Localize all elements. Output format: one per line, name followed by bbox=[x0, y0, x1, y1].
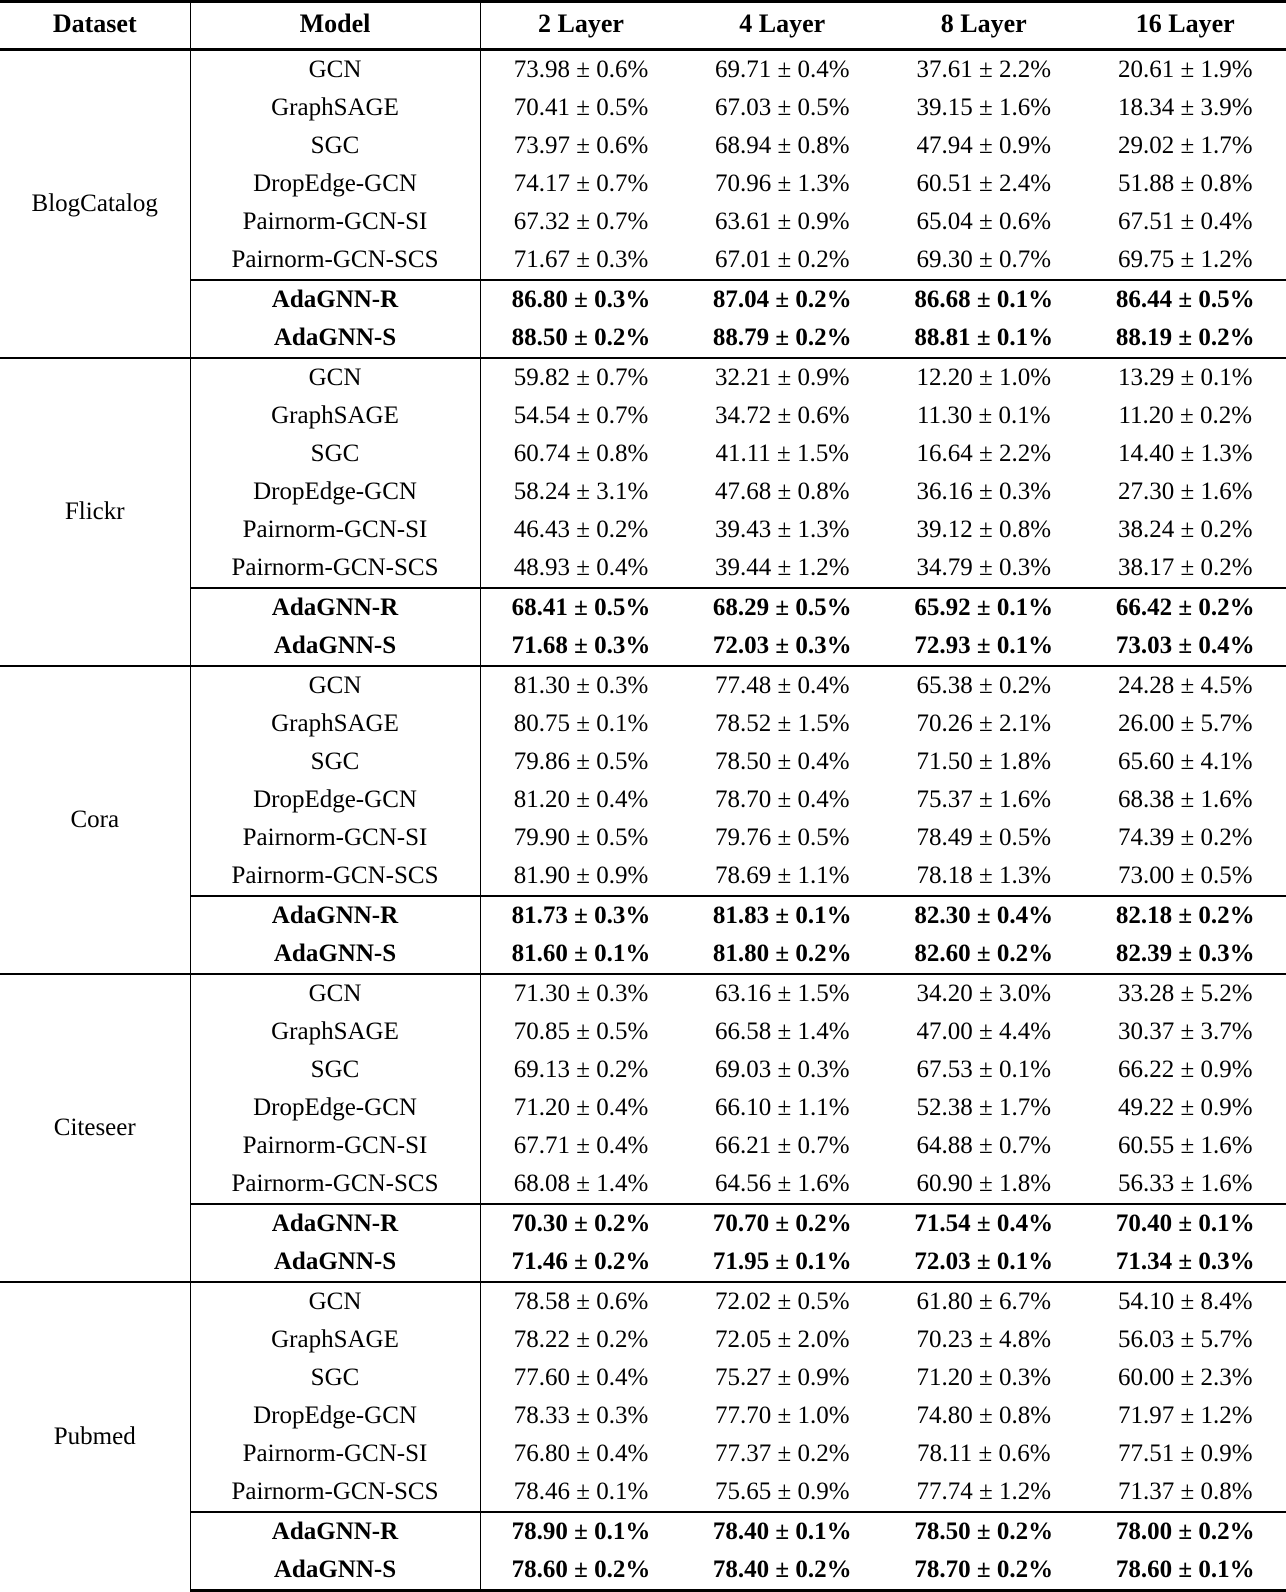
table-row bbox=[0, 50, 1286, 90]
accuracy-cell: 78.00 ± 0.2% bbox=[1085, 1512, 1286, 1551]
model-name-cell: Pairnorm-GCN-SI bbox=[190, 1435, 480, 1473]
table-row bbox=[0, 1089, 1286, 1127]
accuracy-cell: 54.54 ± 0.7% bbox=[480, 397, 682, 435]
column-header-model: Model bbox=[190, 2, 480, 50]
table-row bbox=[0, 127, 1286, 165]
dataset-label-citeseer: Citeseer bbox=[0, 974, 190, 1282]
accuracy-cell: 16.64 ± 2.2% bbox=[883, 435, 1085, 473]
accuracy-cell: 81.73 ± 0.3% bbox=[480, 896, 682, 935]
accuracy-cell: 33.28 ± 5.2% bbox=[1085, 974, 1286, 1013]
accuracy-cell: 70.26 ± 2.1% bbox=[883, 705, 1085, 743]
table-row bbox=[0, 1321, 1286, 1359]
accuracy-cell: 34.20 ± 3.0% bbox=[883, 974, 1085, 1013]
accuracy-cell: 69.30 ± 0.7% bbox=[883, 241, 1085, 280]
accuracy-cell: 74.17 ± 0.7% bbox=[480, 165, 682, 203]
accuracy-cell: 60.51 ± 2.4% bbox=[883, 165, 1085, 203]
model-name-cell: AdaGNN-S bbox=[190, 935, 480, 974]
table-header bbox=[0, 2, 1286, 50]
accuracy-cell: 88.19 ± 0.2% bbox=[1085, 319, 1286, 358]
column-header-16-layer: 16 Layer bbox=[1085, 2, 1286, 50]
model-name-cell: DropEdge-GCN bbox=[190, 1089, 480, 1127]
accuracy-cell: 79.76 ± 0.5% bbox=[682, 819, 884, 857]
accuracy-cell: 11.20 ± 0.2% bbox=[1085, 397, 1286, 435]
accuracy-cell: 24.28 ± 4.5% bbox=[1085, 666, 1286, 705]
accuracy-cell: 88.81 ± 0.1% bbox=[883, 319, 1085, 358]
accuracy-cell: 66.42 ± 0.2% bbox=[1085, 588, 1286, 627]
table-row bbox=[0, 588, 1286, 627]
table-row bbox=[0, 1551, 1286, 1591]
accuracy-cell: 82.30 ± 0.4% bbox=[883, 896, 1085, 935]
accuracy-cell: 38.24 ± 0.2% bbox=[1085, 511, 1286, 549]
header-row bbox=[0, 2, 1286, 50]
accuracy-cell: 60.90 ± 1.8% bbox=[883, 1165, 1085, 1204]
accuracy-cell: 81.20 ± 0.4% bbox=[480, 781, 682, 819]
table-row bbox=[0, 705, 1286, 743]
accuracy-cell: 66.21 ± 0.7% bbox=[682, 1127, 884, 1165]
model-name-cell: GraphSAGE bbox=[190, 1321, 480, 1359]
accuracy-cell: 77.74 ± 1.2% bbox=[883, 1473, 1085, 1512]
accuracy-cell: 39.44 ± 1.2% bbox=[682, 549, 884, 588]
model-name-cell: DropEdge-GCN bbox=[190, 781, 480, 819]
accuracy-cell: 68.38 ± 1.6% bbox=[1085, 781, 1286, 819]
accuracy-cell: 79.90 ± 0.5% bbox=[480, 819, 682, 857]
accuracy-cell: 67.71 ± 0.4% bbox=[480, 1127, 682, 1165]
table-row bbox=[0, 857, 1286, 896]
table-row bbox=[0, 511, 1286, 549]
table-row bbox=[0, 435, 1286, 473]
accuracy-cell: 29.02 ± 1.7% bbox=[1085, 127, 1286, 165]
accuracy-cell: 71.68 ± 0.3% bbox=[480, 627, 682, 666]
accuracy-cell: 46.43 ± 0.2% bbox=[480, 511, 682, 549]
accuracy-cell: 78.40 ± 0.1% bbox=[682, 1512, 884, 1551]
model-name-cell: Pairnorm-GCN-SCS bbox=[190, 1473, 480, 1512]
dataset-label-flickr: Flickr bbox=[0, 358, 190, 666]
accuracy-cell: 72.05 ± 2.0% bbox=[682, 1321, 884, 1359]
accuracy-cell: 73.97 ± 0.6% bbox=[480, 127, 682, 165]
accuracy-cell: 78.49 ± 0.5% bbox=[883, 819, 1085, 857]
model-name-cell: GraphSAGE bbox=[190, 397, 480, 435]
accuracy-cell: 77.37 ± 0.2% bbox=[682, 1435, 884, 1473]
accuracy-cell: 78.40 ± 0.2% bbox=[682, 1551, 884, 1591]
table-row bbox=[0, 627, 1286, 666]
accuracy-cell: 68.41 ± 0.5% bbox=[480, 588, 682, 627]
accuracy-cell: 71.67 ± 0.3% bbox=[480, 241, 682, 280]
table-row bbox=[0, 743, 1286, 781]
accuracy-cell: 88.79 ± 0.2% bbox=[682, 319, 884, 358]
accuracy-cell: 47.68 ± 0.8% bbox=[682, 473, 884, 511]
accuracy-cell: 88.50 ± 0.2% bbox=[480, 319, 682, 358]
model-name-cell: GCN bbox=[190, 358, 480, 397]
accuracy-cell: 47.94 ± 0.9% bbox=[883, 127, 1085, 165]
accuracy-cell: 74.39 ± 0.2% bbox=[1085, 819, 1286, 857]
table-row bbox=[0, 666, 1286, 705]
model-name-cell: AdaGNN-S bbox=[190, 1551, 480, 1591]
accuracy-cell: 71.50 ± 1.8% bbox=[883, 743, 1085, 781]
accuracy-cell: 78.52 ± 1.5% bbox=[682, 705, 884, 743]
accuracy-cell: 78.22 ± 0.2% bbox=[480, 1321, 682, 1359]
accuracy-cell: 86.80 ± 0.3% bbox=[480, 280, 682, 319]
accuracy-cell: 87.04 ± 0.2% bbox=[682, 280, 884, 319]
model-name-cell: Pairnorm-GCN-SI bbox=[190, 1127, 480, 1165]
table-row bbox=[0, 896, 1286, 935]
table-row bbox=[0, 473, 1286, 511]
table-row bbox=[0, 165, 1286, 203]
table-row bbox=[0, 781, 1286, 819]
accuracy-cell: 61.80 ± 6.7% bbox=[883, 1282, 1085, 1321]
accuracy-cell: 69.71 ± 0.4% bbox=[682, 50, 884, 90]
accuracy-cell: 32.21 ± 0.9% bbox=[682, 358, 884, 397]
model-name-cell: SGC bbox=[190, 127, 480, 165]
accuracy-cell: 77.70 ± 1.0% bbox=[682, 1397, 884, 1435]
model-name-cell: GCN bbox=[190, 1282, 480, 1321]
accuracy-cell: 68.29 ± 0.5% bbox=[682, 588, 884, 627]
accuracy-cell: 13.29 ± 0.1% bbox=[1085, 358, 1286, 397]
accuracy-cell: 75.65 ± 0.9% bbox=[682, 1473, 884, 1512]
accuracy-cell: 78.70 ± 0.2% bbox=[883, 1551, 1085, 1591]
accuracy-cell: 72.93 ± 0.1% bbox=[883, 627, 1085, 666]
table-row bbox=[0, 280, 1286, 319]
accuracy-cell: 60.55 ± 1.6% bbox=[1085, 1127, 1286, 1165]
accuracy-cell: 71.37 ± 0.8% bbox=[1085, 1473, 1286, 1512]
model-name-cell: GraphSAGE bbox=[190, 89, 480, 127]
accuracy-cell: 70.41 ± 0.5% bbox=[480, 89, 682, 127]
accuracy-cell: 64.56 ± 1.6% bbox=[682, 1165, 884, 1204]
accuracy-cell: 82.39 ± 0.3% bbox=[1085, 935, 1286, 974]
accuracy-cell: 67.53 ± 0.1% bbox=[883, 1051, 1085, 1089]
table-row bbox=[0, 241, 1286, 280]
accuracy-cell: 68.94 ± 0.8% bbox=[682, 127, 884, 165]
model-name-cell: Pairnorm-GCN-SCS bbox=[190, 241, 480, 280]
accuracy-cell: 78.60 ± 0.1% bbox=[1085, 1551, 1286, 1591]
accuracy-cell: 75.37 ± 1.6% bbox=[883, 781, 1085, 819]
accuracy-cell: 75.27 ± 0.9% bbox=[682, 1359, 884, 1397]
accuracy-cell: 80.75 ± 0.1% bbox=[480, 705, 682, 743]
model-name-cell: GCN bbox=[190, 666, 480, 705]
accuracy-cell: 47.00 ± 4.4% bbox=[883, 1013, 1085, 1051]
accuracy-cell: 54.10 ± 8.4% bbox=[1085, 1282, 1286, 1321]
table-row bbox=[0, 1435, 1286, 1473]
accuracy-cell: 73.98 ± 0.6% bbox=[480, 50, 682, 90]
accuracy-cell: 63.16 ± 1.5% bbox=[682, 974, 884, 1013]
accuracy-cell: 78.33 ± 0.3% bbox=[480, 1397, 682, 1435]
accuracy-cell: 69.13 ± 0.2% bbox=[480, 1051, 682, 1089]
accuracy-cell: 39.43 ± 1.3% bbox=[682, 511, 884, 549]
model-name-cell: DropEdge-GCN bbox=[190, 473, 480, 511]
accuracy-cell: 67.51 ± 0.4% bbox=[1085, 203, 1286, 241]
model-name-cell: Pairnorm-GCN-SI bbox=[190, 819, 480, 857]
accuracy-cell: 82.60 ± 0.2% bbox=[883, 935, 1085, 974]
accuracy-cell: 60.00 ± 2.3% bbox=[1085, 1359, 1286, 1397]
accuracy-cell: 14.40 ± 1.3% bbox=[1085, 435, 1286, 473]
accuracy-cell: 71.54 ± 0.4% bbox=[883, 1204, 1085, 1243]
accuracy-cell: 76.80 ± 0.4% bbox=[480, 1435, 682, 1473]
accuracy-cell: 79.86 ± 0.5% bbox=[480, 743, 682, 781]
accuracy-cell: 72.02 ± 0.5% bbox=[682, 1282, 884, 1321]
model-name-cell: AdaGNN-R bbox=[190, 1204, 480, 1243]
table-row bbox=[0, 89, 1286, 127]
accuracy-cell: 59.82 ± 0.7% bbox=[480, 358, 682, 397]
accuracy-cell: 58.24 ± 3.1% bbox=[480, 473, 682, 511]
table-row bbox=[0, 549, 1286, 588]
accuracy-cell: 71.20 ± 0.4% bbox=[480, 1089, 682, 1127]
accuracy-cell: 66.10 ± 1.1% bbox=[682, 1089, 884, 1127]
table-row bbox=[0, 203, 1286, 241]
accuracy-cell: 65.60 ± 4.1% bbox=[1085, 743, 1286, 781]
accuracy-cell: 65.38 ± 0.2% bbox=[883, 666, 1085, 705]
model-name-cell: AdaGNN-S bbox=[190, 1243, 480, 1282]
accuracy-cell: 49.22 ± 0.9% bbox=[1085, 1089, 1286, 1127]
accuracy-cell: 67.32 ± 0.7% bbox=[480, 203, 682, 241]
model-name-cell: Pairnorm-GCN-SCS bbox=[190, 857, 480, 896]
dataset-label-cora: Cora bbox=[0, 666, 190, 974]
table-row bbox=[0, 358, 1286, 397]
table-row bbox=[0, 1051, 1286, 1089]
accuracy-cell: 78.46 ± 0.1% bbox=[480, 1473, 682, 1512]
accuracy-cell: 37.61 ± 2.2% bbox=[883, 50, 1085, 90]
accuracy-cell: 67.01 ± 0.2% bbox=[682, 241, 884, 280]
model-name-cell: SGC bbox=[190, 435, 480, 473]
accuracy-cell: 51.88 ± 0.8% bbox=[1085, 165, 1286, 203]
table-row bbox=[0, 1013, 1286, 1051]
accuracy-cell: 78.90 ± 0.1% bbox=[480, 1512, 682, 1551]
accuracy-cell: 41.11 ± 1.5% bbox=[682, 435, 884, 473]
accuracy-cell: 71.46 ± 0.2% bbox=[480, 1243, 682, 1282]
accuracy-cell: 67.03 ± 0.5% bbox=[682, 89, 884, 127]
model-name-cell: GCN bbox=[190, 50, 480, 90]
accuracy-cell: 48.93 ± 0.4% bbox=[480, 549, 682, 588]
accuracy-cell: 12.20 ± 1.0% bbox=[883, 358, 1085, 397]
accuracy-cell: 60.74 ± 0.8% bbox=[480, 435, 682, 473]
accuracy-cell: 73.00 ± 0.5% bbox=[1085, 857, 1286, 896]
accuracy-cell: 71.30 ± 0.3% bbox=[480, 974, 682, 1013]
table-row bbox=[0, 1282, 1286, 1321]
accuracy-cell: 86.44 ± 0.5% bbox=[1085, 280, 1286, 319]
accuracy-cell: 86.68 ± 0.1% bbox=[883, 280, 1085, 319]
model-name-cell: DropEdge-GCN bbox=[190, 165, 480, 203]
model-name-cell: AdaGNN-R bbox=[190, 1512, 480, 1551]
accuracy-cell: 78.69 ± 1.1% bbox=[682, 857, 884, 896]
accuracy-cell: 82.18 ± 0.2% bbox=[1085, 896, 1286, 935]
accuracy-cell: 56.03 ± 5.7% bbox=[1085, 1321, 1286, 1359]
accuracy-cell: 39.15 ± 1.6% bbox=[883, 89, 1085, 127]
model-name-cell: GraphSAGE bbox=[190, 705, 480, 743]
model-name-cell: SGC bbox=[190, 1051, 480, 1089]
accuracy-cell: 78.50 ± 0.2% bbox=[883, 1512, 1085, 1551]
accuracy-cell: 56.33 ± 1.6% bbox=[1085, 1165, 1286, 1204]
model-name-cell: AdaGNN-R bbox=[190, 896, 480, 935]
accuracy-cell: 34.72 ± 0.6% bbox=[682, 397, 884, 435]
accuracy-cell: 65.92 ± 0.1% bbox=[883, 588, 1085, 627]
model-name-cell: SGC bbox=[190, 1359, 480, 1397]
accuracy-cell: 64.88 ± 0.7% bbox=[883, 1127, 1085, 1165]
accuracy-cell: 69.75 ± 1.2% bbox=[1085, 241, 1286, 280]
table-row bbox=[0, 1512, 1286, 1551]
accuracy-cell: 70.96 ± 1.3% bbox=[682, 165, 884, 203]
accuracy-cell: 66.22 ± 0.9% bbox=[1085, 1051, 1286, 1089]
accuracy-cell: 70.40 ± 0.1% bbox=[1085, 1204, 1286, 1243]
accuracy-cell: 72.03 ± 0.3% bbox=[682, 627, 884, 666]
model-name-cell: DropEdge-GCN bbox=[190, 1397, 480, 1435]
model-name-cell: AdaGNN-S bbox=[190, 319, 480, 358]
accuracy-cell: 73.03 ± 0.4% bbox=[1085, 627, 1286, 666]
accuracy-cell: 71.20 ± 0.3% bbox=[883, 1359, 1085, 1397]
dataset-label-blogcatalog: BlogCatalog bbox=[0, 50, 190, 359]
accuracy-cell: 52.38 ± 1.7% bbox=[883, 1089, 1085, 1127]
table-row bbox=[0, 1359, 1286, 1397]
accuracy-cell: 71.95 ± 0.1% bbox=[682, 1243, 884, 1282]
model-name-cell: GraphSAGE bbox=[190, 1013, 480, 1051]
accuracy-cell: 81.80 ± 0.2% bbox=[682, 935, 884, 974]
accuracy-cell: 63.61 ± 0.9% bbox=[682, 203, 884, 241]
dataset-label-pubmed: Pubmed bbox=[0, 1282, 190, 1591]
accuracy-cell: 11.30 ± 0.1% bbox=[883, 397, 1085, 435]
table-row bbox=[0, 1165, 1286, 1204]
accuracy-cell: 71.97 ± 1.2% bbox=[1085, 1397, 1286, 1435]
model-name-cell: Pairnorm-GCN-SI bbox=[190, 511, 480, 549]
table-row bbox=[0, 974, 1286, 1013]
accuracy-cell: 69.03 ± 0.3% bbox=[682, 1051, 884, 1089]
column-header-4-layer: 4 Layer bbox=[682, 2, 884, 50]
column-header-8-layer: 8 Layer bbox=[883, 2, 1085, 50]
accuracy-cell: 81.90 ± 0.9% bbox=[480, 857, 682, 896]
accuracy-cell: 78.58 ± 0.6% bbox=[480, 1282, 682, 1321]
accuracy-cell: 20.61 ± 1.9% bbox=[1085, 50, 1286, 90]
accuracy-cell: 77.48 ± 0.4% bbox=[682, 666, 884, 705]
accuracy-cell: 78.60 ± 0.2% bbox=[480, 1551, 682, 1591]
accuracy-cell: 36.16 ± 0.3% bbox=[883, 473, 1085, 511]
accuracy-cell: 70.30 ± 0.2% bbox=[480, 1204, 682, 1243]
accuracy-cell: 77.51 ± 0.9% bbox=[1085, 1435, 1286, 1473]
table-row bbox=[0, 1127, 1286, 1165]
table-row bbox=[0, 1473, 1286, 1512]
accuracy-cell: 26.00 ± 5.7% bbox=[1085, 705, 1286, 743]
table-row bbox=[0, 1243, 1286, 1282]
model-name-cell: Pairnorm-GCN-SCS bbox=[190, 1165, 480, 1204]
model-name-cell: AdaGNN-S bbox=[190, 627, 480, 666]
accuracy-cell: 81.30 ± 0.3% bbox=[480, 666, 682, 705]
accuracy-cell: 39.12 ± 0.8% bbox=[883, 511, 1085, 549]
accuracy-cell: 78.11 ± 0.6% bbox=[883, 1435, 1085, 1473]
table-body bbox=[0, 50, 1286, 1591]
accuracy-cell: 30.37 ± 3.7% bbox=[1085, 1013, 1286, 1051]
table-row bbox=[0, 935, 1286, 974]
column-header-dataset: Dataset bbox=[0, 2, 190, 50]
accuracy-cell: 78.50 ± 0.4% bbox=[682, 743, 884, 781]
model-name-cell: Pairnorm-GCN-SCS bbox=[190, 549, 480, 588]
accuracy-cell: 78.70 ± 0.4% bbox=[682, 781, 884, 819]
accuracy-cell: 81.83 ± 0.1% bbox=[682, 896, 884, 935]
model-name-cell: SGC bbox=[190, 743, 480, 781]
accuracy-cell: 70.70 ± 0.2% bbox=[682, 1204, 884, 1243]
table-row bbox=[0, 1397, 1286, 1435]
accuracy-cell: 65.04 ± 0.6% bbox=[883, 203, 1085, 241]
table-row bbox=[0, 319, 1286, 358]
accuracy-cell: 70.85 ± 0.5% bbox=[480, 1013, 682, 1051]
accuracy-cell: 77.60 ± 0.4% bbox=[480, 1359, 682, 1397]
model-name-cell: AdaGNN-R bbox=[190, 588, 480, 627]
accuracy-cell: 18.34 ± 3.9% bbox=[1085, 89, 1286, 127]
accuracy-cell: 38.17 ± 0.2% bbox=[1085, 549, 1286, 588]
accuracy-cell: 81.60 ± 0.1% bbox=[480, 935, 682, 974]
accuracy-cell: 27.30 ± 1.6% bbox=[1085, 473, 1286, 511]
accuracy-cell: 66.58 ± 1.4% bbox=[682, 1013, 884, 1051]
model-name-cell: AdaGNN-R bbox=[190, 280, 480, 319]
accuracy-cell: 34.79 ± 0.3% bbox=[883, 549, 1085, 588]
accuracy-cell: 71.34 ± 0.3% bbox=[1085, 1243, 1286, 1282]
column-header-2-layer: 2 Layer bbox=[480, 2, 682, 50]
accuracy-cell: 74.80 ± 0.8% bbox=[883, 1397, 1085, 1435]
accuracy-cell: 72.03 ± 0.1% bbox=[883, 1243, 1085, 1282]
model-name-cell: Pairnorm-GCN-SI bbox=[190, 203, 480, 241]
model-name-cell: GCN bbox=[190, 974, 480, 1013]
accuracy-cell: 78.18 ± 1.3% bbox=[883, 857, 1085, 896]
accuracy-cell: 68.08 ± 1.4% bbox=[480, 1165, 682, 1204]
accuracy-cell: 70.23 ± 4.8% bbox=[883, 1321, 1085, 1359]
table-row bbox=[0, 397, 1286, 435]
table-row bbox=[0, 1204, 1286, 1243]
table-row bbox=[0, 819, 1286, 857]
